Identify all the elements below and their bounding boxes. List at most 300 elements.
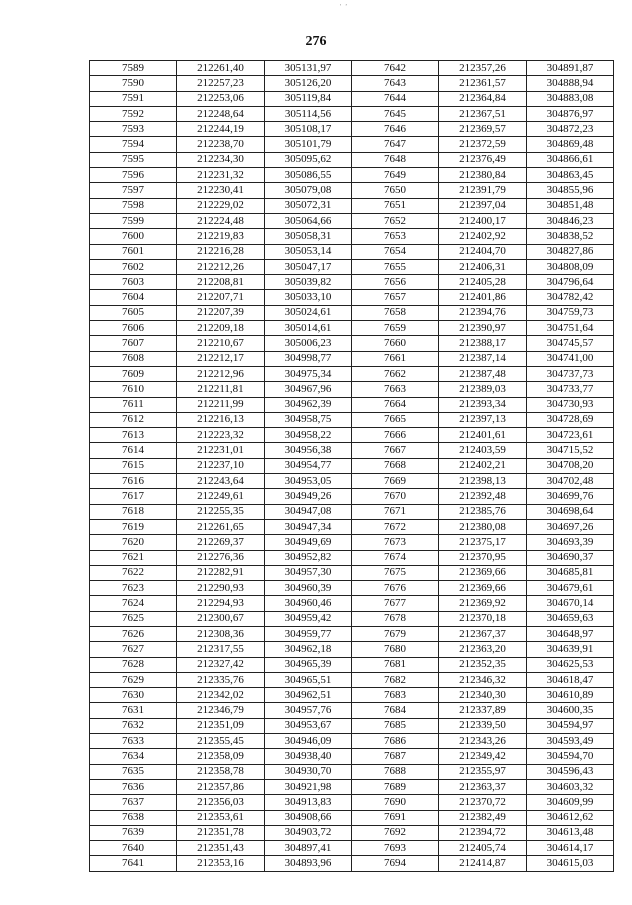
table-row xyxy=(90,229,614,244)
point-id-left: 7597 xyxy=(90,183,177,198)
x-coord-left: 212317,55 xyxy=(177,642,265,657)
x-coord-right: 212400,17 xyxy=(439,213,527,228)
y-coord-right: 304863,45 xyxy=(527,168,614,183)
point-id-left: 7607 xyxy=(90,336,177,351)
y-coord-right: 304625,53 xyxy=(527,657,614,672)
table-row xyxy=(90,795,614,810)
point-id-right: 7673 xyxy=(352,535,439,550)
table-row xyxy=(90,550,614,565)
table-row xyxy=(90,198,614,213)
x-coord-right: 212404,70 xyxy=(439,244,527,259)
table-row xyxy=(90,168,614,183)
point-id-left: 7610 xyxy=(90,382,177,397)
x-coord-left: 212327,42 xyxy=(177,657,265,672)
point-id-right: 7661 xyxy=(352,351,439,366)
y-coord-right: 304715,52 xyxy=(527,443,614,458)
point-id-left: 7625 xyxy=(90,611,177,626)
point-id-left: 7629 xyxy=(90,672,177,687)
point-id-right: 7663 xyxy=(352,382,439,397)
x-coord-right: 212380,84 xyxy=(439,168,527,183)
table-row xyxy=(90,61,614,76)
y-coord-left: 305053,14 xyxy=(265,244,352,259)
table-row xyxy=(90,122,614,137)
point-id-right: 7694 xyxy=(352,856,439,871)
x-coord-left: 212234,30 xyxy=(177,152,265,167)
x-coord-left: 212238,70 xyxy=(177,137,265,152)
y-coord-left: 304946,09 xyxy=(265,734,352,749)
y-coord-right: 304698,64 xyxy=(527,504,614,519)
y-coord-left: 305086,55 xyxy=(265,168,352,183)
x-coord-left: 212243,64 xyxy=(177,474,265,489)
x-coord-right: 212346,32 xyxy=(439,672,527,687)
table-row xyxy=(90,611,614,626)
table-row xyxy=(90,489,614,504)
point-id-left: 7600 xyxy=(90,229,177,244)
table-row xyxy=(90,474,614,489)
point-id-left: 7623 xyxy=(90,581,177,596)
x-coord-right: 212385,76 xyxy=(439,504,527,519)
y-coord-left: 304953,67 xyxy=(265,718,352,733)
table-row xyxy=(90,749,614,764)
point-id-left: 7598 xyxy=(90,198,177,213)
y-coord-right: 304751,64 xyxy=(527,321,614,336)
x-coord-left: 212276,36 xyxy=(177,550,265,565)
x-coord-right: 212402,92 xyxy=(439,229,527,244)
table-row xyxy=(90,596,614,611)
y-coord-left: 305108,17 xyxy=(265,122,352,137)
x-coord-left: 212346,79 xyxy=(177,703,265,718)
point-id-left: 7601 xyxy=(90,244,177,259)
coordinates-table xyxy=(89,60,614,872)
point-id-right: 7678 xyxy=(352,611,439,626)
point-id-right: 7674 xyxy=(352,550,439,565)
y-coord-left: 304903,72 xyxy=(265,825,352,840)
y-coord-left: 304957,30 xyxy=(265,565,352,580)
point-id-right: 7681 xyxy=(352,657,439,672)
y-coord-right: 304876,97 xyxy=(527,106,614,121)
x-coord-left: 212212,26 xyxy=(177,259,265,274)
x-coord-left: 212300,67 xyxy=(177,611,265,626)
point-id-right: 7645 xyxy=(352,106,439,121)
x-coord-right: 212370,95 xyxy=(439,550,527,565)
y-coord-left: 304962,39 xyxy=(265,397,352,412)
y-coord-left: 305119,84 xyxy=(265,91,352,106)
x-coord-left: 212248,64 xyxy=(177,106,265,121)
x-coord-right: 212392,48 xyxy=(439,489,527,504)
y-coord-left: 305101,79 xyxy=(265,137,352,152)
y-coord-right: 304728,69 xyxy=(527,412,614,427)
point-id-right: 7650 xyxy=(352,183,439,198)
y-coord-right: 304609,99 xyxy=(527,795,614,810)
x-coord-left: 212223,32 xyxy=(177,428,265,443)
y-coord-left: 304975,34 xyxy=(265,366,352,381)
point-id-left: 7633 xyxy=(90,734,177,749)
y-coord-right: 304741,00 xyxy=(527,351,614,366)
point-id-right: 7679 xyxy=(352,626,439,641)
point-id-left: 7595 xyxy=(90,152,177,167)
point-id-left: 7611 xyxy=(90,397,177,412)
x-coord-right: 212349,42 xyxy=(439,749,527,764)
point-id-left: 7613 xyxy=(90,428,177,443)
table-row xyxy=(90,351,614,366)
point-id-right: 7669 xyxy=(352,474,439,489)
table-row xyxy=(90,412,614,427)
y-coord-right: 304745,57 xyxy=(527,336,614,351)
x-coord-left: 212351,43 xyxy=(177,841,265,856)
x-coord-left: 212211,81 xyxy=(177,382,265,397)
y-coord-left: 305131,97 xyxy=(265,61,352,76)
x-coord-left: 212357,86 xyxy=(177,779,265,794)
y-coord-right: 304699,76 xyxy=(527,489,614,504)
x-coord-left: 212269,37 xyxy=(177,535,265,550)
x-coord-right: 212388,17 xyxy=(439,336,527,351)
y-coord-left: 304965,51 xyxy=(265,672,352,687)
x-coord-left: 212255,35 xyxy=(177,504,265,519)
point-id-right: 7693 xyxy=(352,841,439,856)
x-coord-right: 212390,97 xyxy=(439,321,527,336)
x-coord-left: 212282,91 xyxy=(177,565,265,580)
point-id-right: 7685 xyxy=(352,718,439,733)
x-coord-left: 212216,13 xyxy=(177,412,265,427)
table-row xyxy=(90,458,614,473)
table-row xyxy=(90,672,614,687)
point-id-right: 7691 xyxy=(352,810,439,825)
point-id-left: 7593 xyxy=(90,122,177,137)
x-coord-right: 212401,61 xyxy=(439,428,527,443)
point-id-left: 7626 xyxy=(90,626,177,641)
y-coord-left: 304956,38 xyxy=(265,443,352,458)
x-coord-right: 212372,59 xyxy=(439,137,527,152)
point-id-left: 7622 xyxy=(90,565,177,580)
point-id-left: 7602 xyxy=(90,259,177,274)
x-coord-right: 212397,04 xyxy=(439,198,527,213)
x-coord-left: 212353,16 xyxy=(177,856,265,871)
y-coord-left: 304908,66 xyxy=(265,810,352,825)
y-coord-right: 304610,89 xyxy=(527,688,614,703)
x-coord-left: 212353,61 xyxy=(177,810,265,825)
y-coord-left: 305033,10 xyxy=(265,290,352,305)
table-row xyxy=(90,718,614,733)
table-row xyxy=(90,213,614,228)
y-coord-left: 304949,26 xyxy=(265,489,352,504)
table-row xyxy=(90,397,614,412)
point-id-left: 7596 xyxy=(90,168,177,183)
x-coord-right: 212369,66 xyxy=(439,565,527,580)
x-coord-left: 212211,99 xyxy=(177,397,265,412)
x-coord-right: 212397,13 xyxy=(439,412,527,427)
point-id-right: 7676 xyxy=(352,581,439,596)
point-id-right: 7664 xyxy=(352,397,439,412)
y-coord-left: 304893,96 xyxy=(265,856,352,871)
x-coord-right: 212343,26 xyxy=(439,734,527,749)
point-id-right: 7642 xyxy=(352,61,439,76)
y-coord-right: 304708,20 xyxy=(527,458,614,473)
point-id-right: 7649 xyxy=(352,168,439,183)
x-coord-left: 212209,18 xyxy=(177,321,265,336)
x-coord-right: 212355,97 xyxy=(439,764,527,779)
point-id-right: 7672 xyxy=(352,519,439,534)
point-id-left: 7639 xyxy=(90,825,177,840)
point-id-left: 7589 xyxy=(90,61,177,76)
y-coord-right: 304872,23 xyxy=(527,122,614,137)
point-id-right: 7675 xyxy=(352,565,439,580)
point-id-right: 7688 xyxy=(352,764,439,779)
table-row xyxy=(90,764,614,779)
y-coord-left: 305126,20 xyxy=(265,76,352,91)
x-coord-right: 212375,17 xyxy=(439,535,527,550)
x-coord-left: 212261,40 xyxy=(177,61,265,76)
y-coord-right: 304846,23 xyxy=(527,213,614,228)
table-row xyxy=(90,519,614,534)
point-id-right: 7662 xyxy=(352,366,439,381)
x-coord-left: 212230,41 xyxy=(177,183,265,198)
x-coord-right: 212394,76 xyxy=(439,305,527,320)
point-id-left: 7594 xyxy=(90,137,177,152)
point-id-right: 7643 xyxy=(352,76,439,91)
x-coord-left: 212216,28 xyxy=(177,244,265,259)
y-coord-left: 304960,46 xyxy=(265,596,352,611)
x-coord-right: 212352,35 xyxy=(439,657,527,672)
x-coord-left: 212212,17 xyxy=(177,351,265,366)
point-id-left: 7635 xyxy=(90,764,177,779)
y-coord-right: 304679,61 xyxy=(527,581,614,596)
table-row xyxy=(90,259,614,274)
y-coord-left: 305024,61 xyxy=(265,305,352,320)
y-coord-right: 304594,97 xyxy=(527,718,614,733)
y-coord-right: 304782,42 xyxy=(527,290,614,305)
point-id-right: 7683 xyxy=(352,688,439,703)
point-id-right: 7648 xyxy=(352,152,439,167)
point-id-right: 7659 xyxy=(352,321,439,336)
y-coord-left: 304958,75 xyxy=(265,412,352,427)
point-id-left: 7590 xyxy=(90,76,177,91)
x-coord-left: 212208,81 xyxy=(177,275,265,290)
table-row xyxy=(90,366,614,381)
y-coord-right: 304796,64 xyxy=(527,275,614,290)
y-coord-right: 304866,61 xyxy=(527,152,614,167)
point-id-right: 7654 xyxy=(352,244,439,259)
x-coord-left: 212294,93 xyxy=(177,596,265,611)
y-coord-right: 304612,62 xyxy=(527,810,614,825)
table-row xyxy=(90,535,614,550)
table-row xyxy=(90,290,614,305)
table-row xyxy=(90,106,614,121)
point-id-left: 7619 xyxy=(90,519,177,534)
y-coord-right: 304613,48 xyxy=(527,825,614,840)
x-coord-right: 212363,20 xyxy=(439,642,527,657)
x-coord-right: 212387,48 xyxy=(439,366,527,381)
x-coord-left: 212210,67 xyxy=(177,336,265,351)
y-coord-right: 304614,17 xyxy=(527,841,614,856)
y-coord-left: 304965,39 xyxy=(265,657,352,672)
y-coord-left: 304953,05 xyxy=(265,474,352,489)
table-row xyxy=(90,504,614,519)
x-coord-left: 212207,39 xyxy=(177,305,265,320)
point-id-left: 7614 xyxy=(90,443,177,458)
y-coord-left: 305006,23 xyxy=(265,336,352,351)
x-coord-right: 212370,72 xyxy=(439,795,527,810)
x-coord-left: 212261,65 xyxy=(177,519,265,534)
y-coord-left: 304952,82 xyxy=(265,550,352,565)
point-id-right: 7657 xyxy=(352,290,439,305)
point-id-left: 7609 xyxy=(90,366,177,381)
x-coord-right: 212405,28 xyxy=(439,275,527,290)
point-id-left: 7637 xyxy=(90,795,177,810)
y-coord-left: 305095,62 xyxy=(265,152,352,167)
y-coord-left: 304959,77 xyxy=(265,626,352,641)
y-coord-left: 304998,77 xyxy=(265,351,352,366)
y-coord-left: 304959,42 xyxy=(265,611,352,626)
point-id-right: 7684 xyxy=(352,703,439,718)
point-id-left: 7632 xyxy=(90,718,177,733)
y-coord-left: 304897,41 xyxy=(265,841,352,856)
x-coord-right: 212402,21 xyxy=(439,458,527,473)
point-id-left: 7631 xyxy=(90,703,177,718)
x-coord-left: 212257,23 xyxy=(177,76,265,91)
y-coord-left: 304958,22 xyxy=(265,428,352,443)
point-id-right: 7677 xyxy=(352,596,439,611)
point-id-left: 7591 xyxy=(90,91,177,106)
point-id-left: 7621 xyxy=(90,550,177,565)
scan-mark: ' ’ xyxy=(340,3,349,11)
x-coord-right: 212393,34 xyxy=(439,397,527,412)
table-row xyxy=(90,382,614,397)
x-coord-right: 212414,87 xyxy=(439,856,527,871)
point-id-left: 7616 xyxy=(90,474,177,489)
point-id-right: 7653 xyxy=(352,229,439,244)
x-coord-right: 212387,14 xyxy=(439,351,527,366)
x-coord-right: 212403,59 xyxy=(439,443,527,458)
y-coord-left: 305072,31 xyxy=(265,198,352,213)
x-coord-right: 212367,37 xyxy=(439,626,527,641)
y-coord-left: 305058,31 xyxy=(265,229,352,244)
y-coord-right: 304827,86 xyxy=(527,244,614,259)
table-row xyxy=(90,657,614,672)
table-row xyxy=(90,703,614,718)
point-id-left: 7606 xyxy=(90,321,177,336)
y-coord-right: 304693,39 xyxy=(527,535,614,550)
point-id-right: 7670 xyxy=(352,489,439,504)
y-coord-right: 304618,47 xyxy=(527,672,614,687)
table-row xyxy=(90,183,614,198)
x-coord-left: 212244,19 xyxy=(177,122,265,137)
y-coord-right: 304690,37 xyxy=(527,550,614,565)
point-id-left: 7634 xyxy=(90,749,177,764)
point-id-right: 7671 xyxy=(352,504,439,519)
point-id-left: 7615 xyxy=(90,458,177,473)
x-coord-left: 212351,09 xyxy=(177,718,265,733)
x-coord-right: 212376,49 xyxy=(439,152,527,167)
y-coord-right: 304593,49 xyxy=(527,734,614,749)
point-id-right: 7656 xyxy=(352,275,439,290)
x-coord-right: 212339,50 xyxy=(439,718,527,733)
y-coord-right: 304697,26 xyxy=(527,519,614,534)
table-row xyxy=(90,626,614,641)
y-coord-right: 304891,87 xyxy=(527,61,614,76)
y-coord-right: 304648,97 xyxy=(527,626,614,641)
table-row xyxy=(90,321,614,336)
y-coord-left: 305064,66 xyxy=(265,213,352,228)
point-id-right: 7658 xyxy=(352,305,439,320)
point-id-left: 7605 xyxy=(90,305,177,320)
point-id-left: 7641 xyxy=(90,856,177,871)
table-row xyxy=(90,841,614,856)
x-coord-left: 212358,78 xyxy=(177,764,265,779)
point-id-right: 7692 xyxy=(352,825,439,840)
table-row xyxy=(90,336,614,351)
table-row xyxy=(90,688,614,703)
point-id-right: 7644 xyxy=(352,91,439,106)
x-coord-right: 212405,74 xyxy=(439,841,527,856)
page-number: 276 xyxy=(305,34,327,49)
table-row xyxy=(90,428,614,443)
x-coord-left: 212219,83 xyxy=(177,229,265,244)
point-id-right: 7651 xyxy=(352,198,439,213)
x-coord-right: 212394,72 xyxy=(439,825,527,840)
x-coord-left: 212290,93 xyxy=(177,581,265,596)
y-coord-right: 304851,48 xyxy=(527,198,614,213)
point-id-right: 7687 xyxy=(352,749,439,764)
x-coord-left: 212207,71 xyxy=(177,290,265,305)
y-coord-left: 304962,51 xyxy=(265,688,352,703)
y-coord-left: 304938,40 xyxy=(265,749,352,764)
y-coord-right: 304737,73 xyxy=(527,366,614,381)
y-coord-right: 304702,48 xyxy=(527,474,614,489)
y-coord-left: 304930,70 xyxy=(265,764,352,779)
x-coord-right: 212369,66 xyxy=(439,581,527,596)
table-row xyxy=(90,152,614,167)
point-id-right: 7660 xyxy=(352,336,439,351)
point-id-left: 7603 xyxy=(90,275,177,290)
point-id-left: 7638 xyxy=(90,810,177,825)
x-coord-right: 212389,03 xyxy=(439,382,527,397)
x-coord-right: 212369,92 xyxy=(439,596,527,611)
x-coord-right: 212364,84 xyxy=(439,91,527,106)
y-coord-right: 304855,96 xyxy=(527,183,614,198)
point-id-right: 7665 xyxy=(352,412,439,427)
x-coord-left: 212237,10 xyxy=(177,458,265,473)
point-id-left: 7640 xyxy=(90,841,177,856)
table-row xyxy=(90,443,614,458)
x-coord-right: 212380,08 xyxy=(439,519,527,534)
y-coord-left: 305079,08 xyxy=(265,183,352,198)
point-id-right: 7652 xyxy=(352,213,439,228)
y-coord-right: 304869,48 xyxy=(527,137,614,152)
y-coord-left: 304960,39 xyxy=(265,581,352,596)
y-coord-left: 304913,83 xyxy=(265,795,352,810)
x-coord-left: 212231,32 xyxy=(177,168,265,183)
y-coord-right: 304723,61 xyxy=(527,428,614,443)
y-coord-left: 304962,18 xyxy=(265,642,352,657)
y-coord-right: 304603,32 xyxy=(527,779,614,794)
table-row xyxy=(90,825,614,840)
y-coord-right: 304685,81 xyxy=(527,565,614,580)
y-coord-left: 304949,69 xyxy=(265,535,352,550)
table-row xyxy=(90,244,614,259)
x-coord-left: 212335,76 xyxy=(177,672,265,687)
point-id-right: 7690 xyxy=(352,795,439,810)
x-coord-left: 212355,45 xyxy=(177,734,265,749)
table-row xyxy=(90,734,614,749)
y-coord-left: 304947,08 xyxy=(265,504,352,519)
x-coord-right: 212340,30 xyxy=(439,688,527,703)
y-coord-left: 304947,34 xyxy=(265,519,352,534)
table-row xyxy=(90,137,614,152)
y-coord-right: 304600,35 xyxy=(527,703,614,718)
x-coord-right: 212406,31 xyxy=(439,259,527,274)
point-id-right: 7686 xyxy=(352,734,439,749)
x-coord-right: 212361,57 xyxy=(439,76,527,91)
